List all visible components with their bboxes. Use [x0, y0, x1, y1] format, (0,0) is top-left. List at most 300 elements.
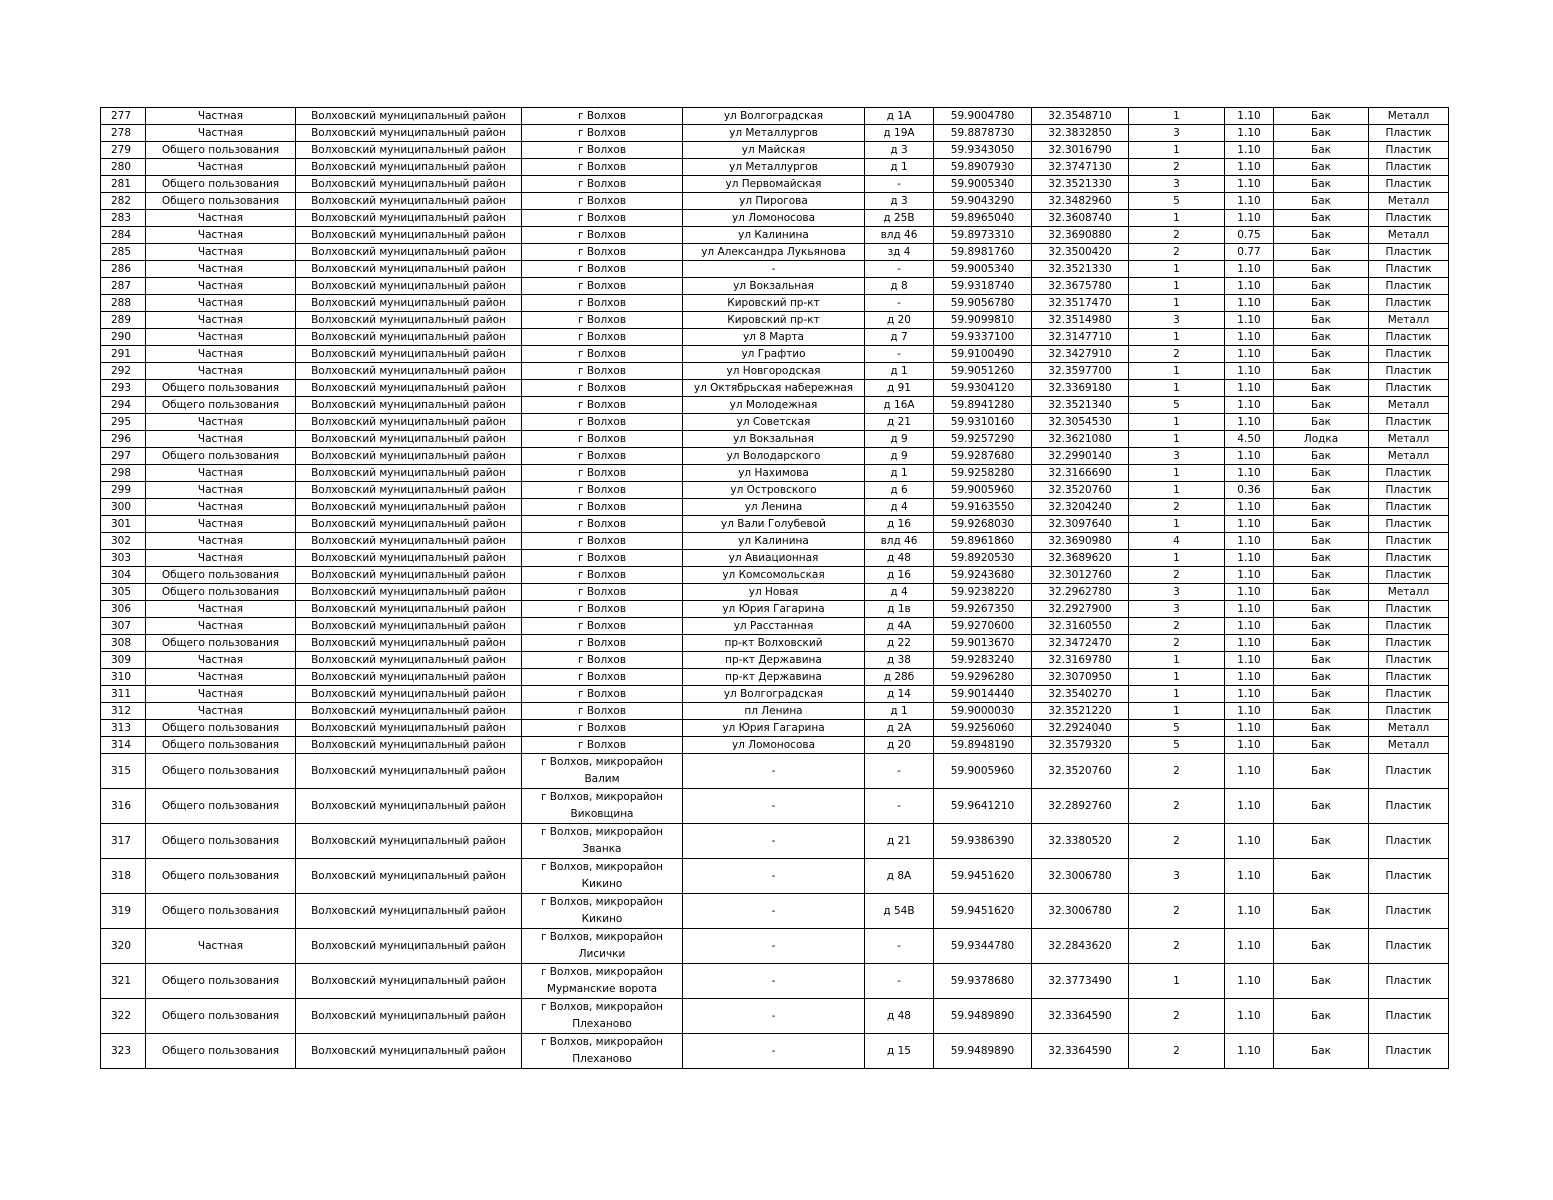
- table-row: [101, 550, 1449, 567]
- cell-latitude: 59.9283240: [934, 652, 1032, 669]
- cell-latitude: 59.9004780: [934, 108, 1032, 125]
- cell-street: ул Вокзальная: [683, 431, 865, 448]
- cell-house: -: [865, 346, 934, 363]
- cell-district: Волховский муниципальный район: [296, 414, 522, 431]
- cell-row-number: 285: [101, 244, 146, 261]
- cell-volume: 1.10: [1225, 125, 1274, 142]
- cell-district: Волховский муниципальный район: [296, 176, 522, 193]
- cell-container-type: Бак: [1274, 176, 1369, 193]
- cell-volume: 1.10: [1225, 108, 1274, 125]
- cell-locality: г Волхов: [522, 550, 683, 567]
- cell-container-count: 2: [1129, 894, 1225, 929]
- cell-street: ул Расстанная: [683, 618, 865, 635]
- cell-row-number: 289: [101, 312, 146, 329]
- cell-container-type: Бак: [1274, 142, 1369, 159]
- cell-house: -: [865, 929, 934, 964]
- cell-owner-type: Общего пользования: [146, 635, 296, 652]
- table-row: [101, 703, 1449, 720]
- cell-container-type: Бак: [1274, 686, 1369, 703]
- cell-district: Волховский муниципальный район: [296, 584, 522, 601]
- cell-district: Волховский муниципальный район: [296, 1034, 522, 1069]
- cell-district: Волховский муниципальный район: [296, 278, 522, 295]
- cell-owner-type: Частная: [146, 278, 296, 295]
- cell-row-number: 295: [101, 414, 146, 431]
- cell-container-count: 1: [1129, 669, 1225, 686]
- cell-owner-type: Общего пользования: [146, 999, 296, 1034]
- cell-row-number: 282: [101, 193, 146, 210]
- cell-row-number: 280: [101, 159, 146, 176]
- cell-material: Металл: [1369, 108, 1449, 125]
- cell-container-type: Бак: [1274, 929, 1369, 964]
- cell-house: д 38: [865, 652, 934, 669]
- cell-locality: г Волхов, микрорайон Валим: [522, 754, 683, 789]
- cell-street: ул Александра Лукьянова: [683, 244, 865, 261]
- cell-row-number: 281: [101, 176, 146, 193]
- cell-street: пл Ленина: [683, 703, 865, 720]
- cell-material: Пластик: [1369, 567, 1449, 584]
- table-body: [101, 108, 1449, 1069]
- cell-owner-type: Частная: [146, 295, 296, 312]
- table-row: [101, 754, 1449, 789]
- cell-latitude: 59.9296280: [934, 669, 1032, 686]
- cell-locality: г Волхов: [522, 448, 683, 465]
- cell-locality: г Волхов: [522, 703, 683, 720]
- cell-latitude: 59.9304120: [934, 380, 1032, 397]
- cell-owner-type: Частная: [146, 227, 296, 244]
- cell-district: Волховский муниципальный район: [296, 789, 522, 824]
- table-row: [101, 176, 1449, 193]
- cell-district: Волховский муниципальный район: [296, 448, 522, 465]
- cell-street: -: [683, 894, 865, 929]
- cell-house: д 20: [865, 312, 934, 329]
- cell-row-number: 313: [101, 720, 146, 737]
- cell-row-number: 301: [101, 516, 146, 533]
- cell-owner-type: Частная: [146, 618, 296, 635]
- cell-locality: г Волхов: [522, 363, 683, 380]
- cell-volume: 1.10: [1225, 703, 1274, 720]
- cell-owner-type: Общего пользования: [146, 193, 296, 210]
- cell-container-type: Бак: [1274, 635, 1369, 652]
- cell-longitude: 32.3690880: [1032, 227, 1129, 244]
- cell-street: ул Ленина: [683, 499, 865, 516]
- table-row: [101, 1034, 1449, 1069]
- cell-container-count: 1: [1129, 686, 1225, 703]
- cell-locality: г Волхов: [522, 465, 683, 482]
- cell-owner-type: Частная: [146, 465, 296, 482]
- cell-street: Кировский пр-кт: [683, 312, 865, 329]
- cell-container-type: Бак: [1274, 380, 1369, 397]
- cell-volume: 1.10: [1225, 601, 1274, 618]
- cell-district: Волховский муниципальный район: [296, 108, 522, 125]
- cell-row-number: 302: [101, 533, 146, 550]
- cell-material: Пластик: [1369, 363, 1449, 380]
- cell-owner-type: Общего пользования: [146, 720, 296, 737]
- cell-street: ул Советская: [683, 414, 865, 431]
- cell-house: д 7: [865, 329, 934, 346]
- cell-material: Металл: [1369, 227, 1449, 244]
- cell-house: -: [865, 295, 934, 312]
- cell-owner-type: Частная: [146, 686, 296, 703]
- cell-container-count: 1: [1129, 431, 1225, 448]
- table-row: [101, 244, 1449, 261]
- cell-container-type: Бак: [1274, 703, 1369, 720]
- cell-latitude: 59.8878730: [934, 125, 1032, 142]
- cell-latitude: 59.8948190: [934, 737, 1032, 754]
- cell-owner-type: Частная: [146, 601, 296, 618]
- cell-owner-type: Частная: [146, 929, 296, 964]
- cell-container-count: 2: [1129, 824, 1225, 859]
- cell-container-type: Бак: [1274, 448, 1369, 465]
- cell-row-number: 317: [101, 824, 146, 859]
- cell-house: д 16А: [865, 397, 934, 414]
- cell-house: д 14: [865, 686, 934, 703]
- cell-owner-type: Общего пользования: [146, 824, 296, 859]
- cell-material: Пластик: [1369, 295, 1449, 312]
- cell-longitude: 32.3169780: [1032, 652, 1129, 669]
- cell-district: Волховский муниципальный район: [296, 859, 522, 894]
- table-row: [101, 125, 1449, 142]
- cell-locality: г Волхов, микрорайон Кикино: [522, 859, 683, 894]
- cell-longitude: 32.3608740: [1032, 210, 1129, 227]
- cell-district: Волховский муниципальный район: [296, 635, 522, 652]
- cell-material: Пластик: [1369, 859, 1449, 894]
- cell-owner-type: Частная: [146, 159, 296, 176]
- table-row: [101, 789, 1449, 824]
- cell-owner-type: Частная: [146, 346, 296, 363]
- cell-street: ул Островского: [683, 482, 865, 499]
- cell-locality: г Волхов: [522, 278, 683, 295]
- cell-container-count: 1: [1129, 414, 1225, 431]
- cell-district: Волховский муниципальный район: [296, 227, 522, 244]
- table-row: [101, 652, 1449, 669]
- cell-container-type: Лодка: [1274, 431, 1369, 448]
- cell-container-count: 1: [1129, 278, 1225, 295]
- cell-container-count: 3: [1129, 125, 1225, 142]
- cell-container-type: Бак: [1274, 584, 1369, 601]
- cell-longitude: 32.3364590: [1032, 999, 1129, 1034]
- cell-latitude: 59.9451620: [934, 859, 1032, 894]
- table-row: [101, 635, 1449, 652]
- cell-container-count: 1: [1129, 703, 1225, 720]
- cell-container-type: Бак: [1274, 859, 1369, 894]
- cell-latitude: 59.9451620: [934, 894, 1032, 929]
- cell-district: Волховский муниципальный район: [296, 516, 522, 533]
- cell-longitude: 32.3540270: [1032, 686, 1129, 703]
- cell-house: д 1: [865, 159, 934, 176]
- cell-street: ул Металлургов: [683, 159, 865, 176]
- cell-container-type: Бак: [1274, 363, 1369, 380]
- cell-container-count: 1: [1129, 516, 1225, 533]
- cell-row-number: 307: [101, 618, 146, 635]
- cell-longitude: 32.3097640: [1032, 516, 1129, 533]
- cell-district: Волховский муниципальный район: [296, 210, 522, 227]
- cell-owner-type: Частная: [146, 363, 296, 380]
- cell-owner-type: Частная: [146, 108, 296, 125]
- cell-latitude: 59.9013670: [934, 635, 1032, 652]
- cell-material: Пластик: [1369, 894, 1449, 929]
- table-row: [101, 584, 1449, 601]
- cell-row-number: 296: [101, 431, 146, 448]
- cell-owner-type: Общего пользования: [146, 584, 296, 601]
- cell-longitude: 32.3472470: [1032, 635, 1129, 652]
- cell-district: Волховский муниципальный район: [296, 567, 522, 584]
- cell-owner-type: Общего пользования: [146, 142, 296, 159]
- cell-locality: г Волхов: [522, 499, 683, 516]
- cell-container-type: Бак: [1274, 482, 1369, 499]
- cell-volume: 1.10: [1225, 550, 1274, 567]
- cell-latitude: 59.9318740: [934, 278, 1032, 295]
- cell-district: Волховский муниципальный район: [296, 601, 522, 618]
- cell-street: ул Металлургов: [683, 125, 865, 142]
- cell-street: -: [683, 824, 865, 859]
- cell-row-number: 298: [101, 465, 146, 482]
- cell-street: -: [683, 261, 865, 278]
- cell-row-number: 279: [101, 142, 146, 159]
- cell-longitude: 32.3364590: [1032, 1034, 1129, 1069]
- cell-container-type: Бак: [1274, 789, 1369, 824]
- cell-latitude: 59.9099810: [934, 312, 1032, 329]
- cell-volume: 1.10: [1225, 737, 1274, 754]
- cell-volume: 1.10: [1225, 999, 1274, 1034]
- cell-street: -: [683, 859, 865, 894]
- cell-container-count: 2: [1129, 499, 1225, 516]
- cell-longitude: 32.3521220: [1032, 703, 1129, 720]
- cell-material: Пластик: [1369, 414, 1449, 431]
- container-sites-table: [100, 107, 1449, 1069]
- cell-latitude: 59.9238220: [934, 584, 1032, 601]
- cell-district: Волховский муниципальный район: [296, 754, 522, 789]
- cell-row-number: 308: [101, 635, 146, 652]
- cell-material: Металл: [1369, 397, 1449, 414]
- cell-latitude: 59.9005960: [934, 482, 1032, 499]
- cell-longitude: 32.3006780: [1032, 894, 1129, 929]
- cell-container-type: Бак: [1274, 999, 1369, 1034]
- cell-house: д 16: [865, 567, 934, 584]
- cell-house: -: [865, 754, 934, 789]
- cell-locality: г Волхов: [522, 618, 683, 635]
- cell-latitude: 59.8973310: [934, 227, 1032, 244]
- cell-locality: г Волхов, микрорайон Кикино: [522, 894, 683, 929]
- table-row: [101, 499, 1449, 516]
- cell-container-type: Бак: [1274, 669, 1369, 686]
- cell-owner-type: Частная: [146, 312, 296, 329]
- cell-district: Волховский муниципальный район: [296, 824, 522, 859]
- cell-longitude: 32.3517470: [1032, 295, 1129, 312]
- cell-volume: 1.10: [1225, 159, 1274, 176]
- cell-latitude: 59.8981760: [934, 244, 1032, 261]
- cell-street: -: [683, 929, 865, 964]
- cell-longitude: 32.3514980: [1032, 312, 1129, 329]
- cell-container-type: Бак: [1274, 278, 1369, 295]
- cell-house: д 1: [865, 465, 934, 482]
- cell-owner-type: Частная: [146, 669, 296, 686]
- cell-locality: г Волхов: [522, 567, 683, 584]
- cell-district: Волховский муниципальный район: [296, 550, 522, 567]
- cell-container-count: 2: [1129, 227, 1225, 244]
- cell-owner-type: Общего пользования: [146, 754, 296, 789]
- cell-container-count: 1: [1129, 380, 1225, 397]
- cell-volume: 1.10: [1225, 312, 1274, 329]
- table-row: [101, 482, 1449, 499]
- cell-locality: г Волхов: [522, 652, 683, 669]
- cell-locality: г Волхов: [522, 142, 683, 159]
- cell-street: ул Ломоносова: [683, 210, 865, 227]
- cell-container-count: 2: [1129, 754, 1225, 789]
- cell-material: Пластик: [1369, 999, 1449, 1034]
- cell-container-count: 1: [1129, 363, 1225, 380]
- cell-house: д 91: [865, 380, 934, 397]
- cell-street: ул Волгоградская: [683, 686, 865, 703]
- cell-latitude: 59.8961860: [934, 533, 1032, 550]
- cell-material: Пластик: [1369, 244, 1449, 261]
- cell-street: ул Октябрьская набережная: [683, 380, 865, 397]
- cell-house: д 25В: [865, 210, 934, 227]
- cell-locality: г Волхов, микрорайон Мурманские ворота: [522, 964, 683, 999]
- cell-container-type: Бак: [1274, 754, 1369, 789]
- cell-container-type: Бак: [1274, 261, 1369, 278]
- cell-owner-type: Частная: [146, 125, 296, 142]
- cell-material: Пластик: [1369, 686, 1449, 703]
- cell-volume: 1.10: [1225, 652, 1274, 669]
- cell-owner-type: Общего пользования: [146, 964, 296, 999]
- cell-owner-type: Общего пользования: [146, 737, 296, 754]
- cell-district: Волховский муниципальный район: [296, 686, 522, 703]
- cell-locality: г Волхов: [522, 380, 683, 397]
- cell-row-number: 288: [101, 295, 146, 312]
- cell-container-count: 3: [1129, 448, 1225, 465]
- cell-material: Пластик: [1369, 142, 1449, 159]
- cell-owner-type: Общего пользования: [146, 1034, 296, 1069]
- cell-district: Волховский муниципальный район: [296, 329, 522, 346]
- cell-house: д 54В: [865, 894, 934, 929]
- cell-latitude: 59.9489890: [934, 999, 1032, 1034]
- cell-container-type: Бак: [1274, 964, 1369, 999]
- cell-longitude: 32.3482960: [1032, 193, 1129, 210]
- cell-owner-type: Частная: [146, 482, 296, 499]
- cell-street: ул Пирогова: [683, 193, 865, 210]
- cell-material: Металл: [1369, 584, 1449, 601]
- cell-container-count: 1: [1129, 964, 1225, 999]
- cell-container-count: 5: [1129, 737, 1225, 754]
- cell-row-number: 283: [101, 210, 146, 227]
- cell-longitude: 32.3006780: [1032, 859, 1129, 894]
- cell-locality: г Волхов: [522, 329, 683, 346]
- cell-latitude: 59.9386390: [934, 824, 1032, 859]
- cell-district: Волховский муниципальный район: [296, 499, 522, 516]
- cell-container-count: 2: [1129, 567, 1225, 584]
- cell-house: д 16: [865, 516, 934, 533]
- cell-longitude: 32.3160550: [1032, 618, 1129, 635]
- cell-volume: 1.10: [1225, 720, 1274, 737]
- cell-street: ул 8 Марта: [683, 329, 865, 346]
- table-row: [101, 964, 1449, 999]
- cell-container-count: 5: [1129, 193, 1225, 210]
- cell-house: д 48: [865, 550, 934, 567]
- table-row: [101, 193, 1449, 210]
- cell-row-number: 319: [101, 894, 146, 929]
- cell-latitude: 59.9258280: [934, 465, 1032, 482]
- cell-container-type: Бак: [1274, 465, 1369, 482]
- cell-district: Волховский муниципальный район: [296, 142, 522, 159]
- cell-volume: 1.10: [1225, 278, 1274, 295]
- cell-row-number: 304: [101, 567, 146, 584]
- cell-volume: 1.10: [1225, 142, 1274, 159]
- cell-street: ул Ломоносова: [683, 737, 865, 754]
- cell-house: -: [865, 964, 934, 999]
- cell-owner-type: Частная: [146, 533, 296, 550]
- cell-material: Пластик: [1369, 754, 1449, 789]
- cell-street: ул Первомайская: [683, 176, 865, 193]
- cell-container-count: 1: [1129, 142, 1225, 159]
- cell-street: ул Вали Голубевой: [683, 516, 865, 533]
- cell-container-type: Бак: [1274, 550, 1369, 567]
- cell-latitude: 59.9378680: [934, 964, 1032, 999]
- cell-container-count: 1: [1129, 108, 1225, 125]
- cell-row-number: 299: [101, 482, 146, 499]
- cell-row-number: 290: [101, 329, 146, 346]
- cell-container-type: Бак: [1274, 618, 1369, 635]
- cell-locality: г Волхов: [522, 533, 683, 550]
- cell-owner-type: Частная: [146, 244, 296, 261]
- cell-longitude: 32.3520760: [1032, 482, 1129, 499]
- table-row: [101, 533, 1449, 550]
- cell-row-number: 284: [101, 227, 146, 244]
- cell-street: -: [683, 789, 865, 824]
- cell-volume: 1.10: [1225, 448, 1274, 465]
- cell-volume: 1.10: [1225, 618, 1274, 635]
- cell-container-count: 5: [1129, 397, 1225, 414]
- cell-owner-type: Частная: [146, 329, 296, 346]
- cell-container-type: Бак: [1274, 125, 1369, 142]
- cell-material: Пластик: [1369, 618, 1449, 635]
- cell-volume: 1.10: [1225, 584, 1274, 601]
- cell-material: Пластик: [1369, 824, 1449, 859]
- cell-container-count: 1: [1129, 329, 1225, 346]
- cell-volume: 1.10: [1225, 261, 1274, 278]
- cell-house: д 4: [865, 499, 934, 516]
- table-row: [101, 929, 1449, 964]
- cell-street: -: [683, 754, 865, 789]
- cell-latitude: 59.9014440: [934, 686, 1032, 703]
- cell-volume: 1.10: [1225, 363, 1274, 380]
- cell-longitude: 32.3579320: [1032, 737, 1129, 754]
- cell-district: Волховский муниципальный район: [296, 193, 522, 210]
- cell-container-type: Бак: [1274, 210, 1369, 227]
- cell-volume: 1.10: [1225, 176, 1274, 193]
- cell-row-number: 311: [101, 686, 146, 703]
- cell-district: Волховский муниципальный район: [296, 295, 522, 312]
- cell-house: д 22: [865, 635, 934, 652]
- cell-locality: г Волхов, микрорайон Плеханово: [522, 999, 683, 1034]
- cell-row-number: 297: [101, 448, 146, 465]
- table-row: [101, 516, 1449, 533]
- cell-container-count: 2: [1129, 929, 1225, 964]
- cell-volume: 1.10: [1225, 533, 1274, 550]
- cell-volume: 1.10: [1225, 380, 1274, 397]
- cell-row-number: 322: [101, 999, 146, 1034]
- cell-material: Металл: [1369, 737, 1449, 754]
- cell-container-count: 1: [1129, 210, 1225, 227]
- cell-house: д 4: [865, 584, 934, 601]
- table-row: [101, 618, 1449, 635]
- cell-district: Волховский муниципальный район: [296, 380, 522, 397]
- cell-volume: 1.10: [1225, 397, 1274, 414]
- cell-house: д 19А: [865, 125, 934, 142]
- table-row: [101, 210, 1449, 227]
- cell-container-count: 2: [1129, 1034, 1225, 1069]
- cell-volume: 0.75: [1225, 227, 1274, 244]
- cell-latitude: 59.9270600: [934, 618, 1032, 635]
